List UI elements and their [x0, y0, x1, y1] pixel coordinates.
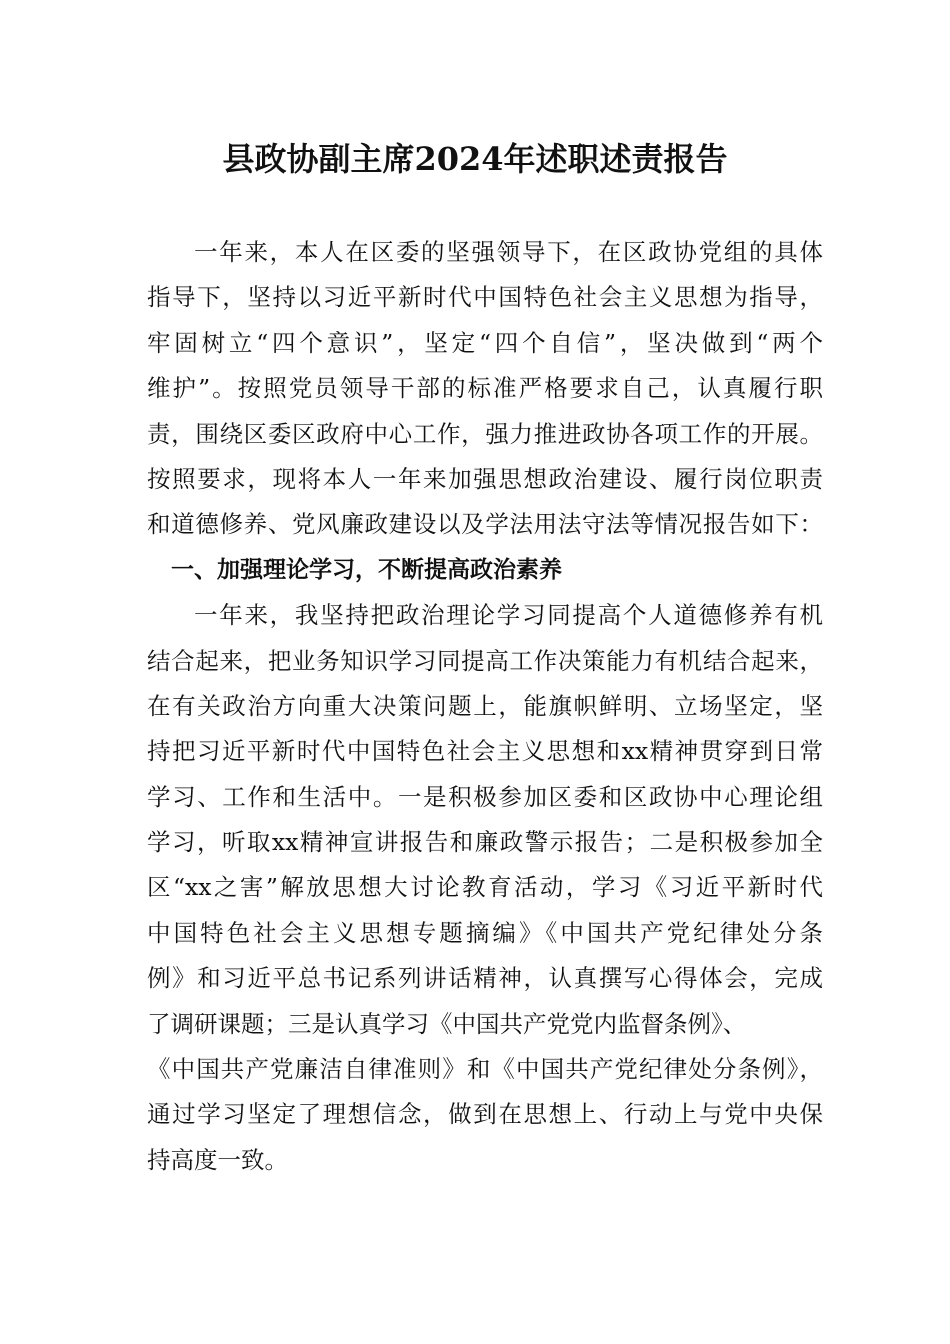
paragraph-intro — [147, 230, 823, 548]
section-heading: 一、加强理论学习，不断提高政治素养 — [171, 556, 562, 583]
text-line: 和道德修养、党风廉政建设以及学法用法守法等情况报告如下： — [147, 510, 823, 539]
text-line: 通过学习坚定了理想信念，做到在思想上、行动上与党中央保 — [147, 1100, 823, 1129]
text-line: 例》和习近平总书记系列讲话精神，认真撰写心得体会，完成 — [147, 964, 823, 993]
text-line: 了调研课题；三是认真学习《中国共产党党内监督条例》、 — [147, 1009, 747, 1038]
text-line: 持把习近平新时代中国特色社会主义思想和xx精神贯穿到日常 — [147, 737, 823, 766]
text-line: 区“xx之害”解放思想大讨论教育活动，学习《习近平新时代 — [147, 873, 823, 902]
text-line: 一年来，我坚持把政治理论学习同提高个人道德修养有机 — [194, 601, 823, 630]
paragraph-study — [147, 593, 823, 1183]
text-line: 按照要求，现将本人一年来加强思想政治建设、履行岗位职责 — [147, 464, 823, 493]
text-line: 维护”。按照党员领导干部的标准严格要求自己，认真履行职 — [147, 374, 823, 403]
text-line: 一年来，本人在区委的坚强领导下，在区政协党组的具体 — [194, 238, 823, 266]
text-line: 《中国共产党廉洁自律准则》和《中国共产党纪律处分条例》， — [147, 1055, 823, 1084]
text-line: 学习，听取xx精神宣讲报告和廉政警示报告；二是积极参加全 — [147, 828, 823, 857]
text-line: 结合起来，把业务知识学习同提高工作决策能力有机结合起来， — [147, 646, 823, 675]
document-title: 县政协副主席2024年述职述责报告 — [222, 140, 728, 178]
text-line: 学习、工作和生活中。一是积极参加区委和区政协中心理论组 — [147, 782, 823, 811]
text-line: 持高度一致。 — [147, 1145, 288, 1174]
text-line: 责，围绕区委区政府中心工作，强力推进政协各项工作的开展。 — [147, 419, 823, 448]
document-body — [147, 230, 823, 1183]
text-line: 中国特色社会主义思想专题摘编》《中国共产党纪律处分条 — [147, 918, 823, 947]
text-line: 在有关政治方向重大决策问题上，能旗帜鲜明、立场坚定，坚 — [147, 691, 823, 720]
text-line: 牢固树立“四个意识”，坚定“四个自信”，坚决做到“两个 — [147, 328, 823, 357]
text-line: 指导下，坚持以习近平新时代中国特色社会主义思想为指导， — [147, 283, 823, 312]
